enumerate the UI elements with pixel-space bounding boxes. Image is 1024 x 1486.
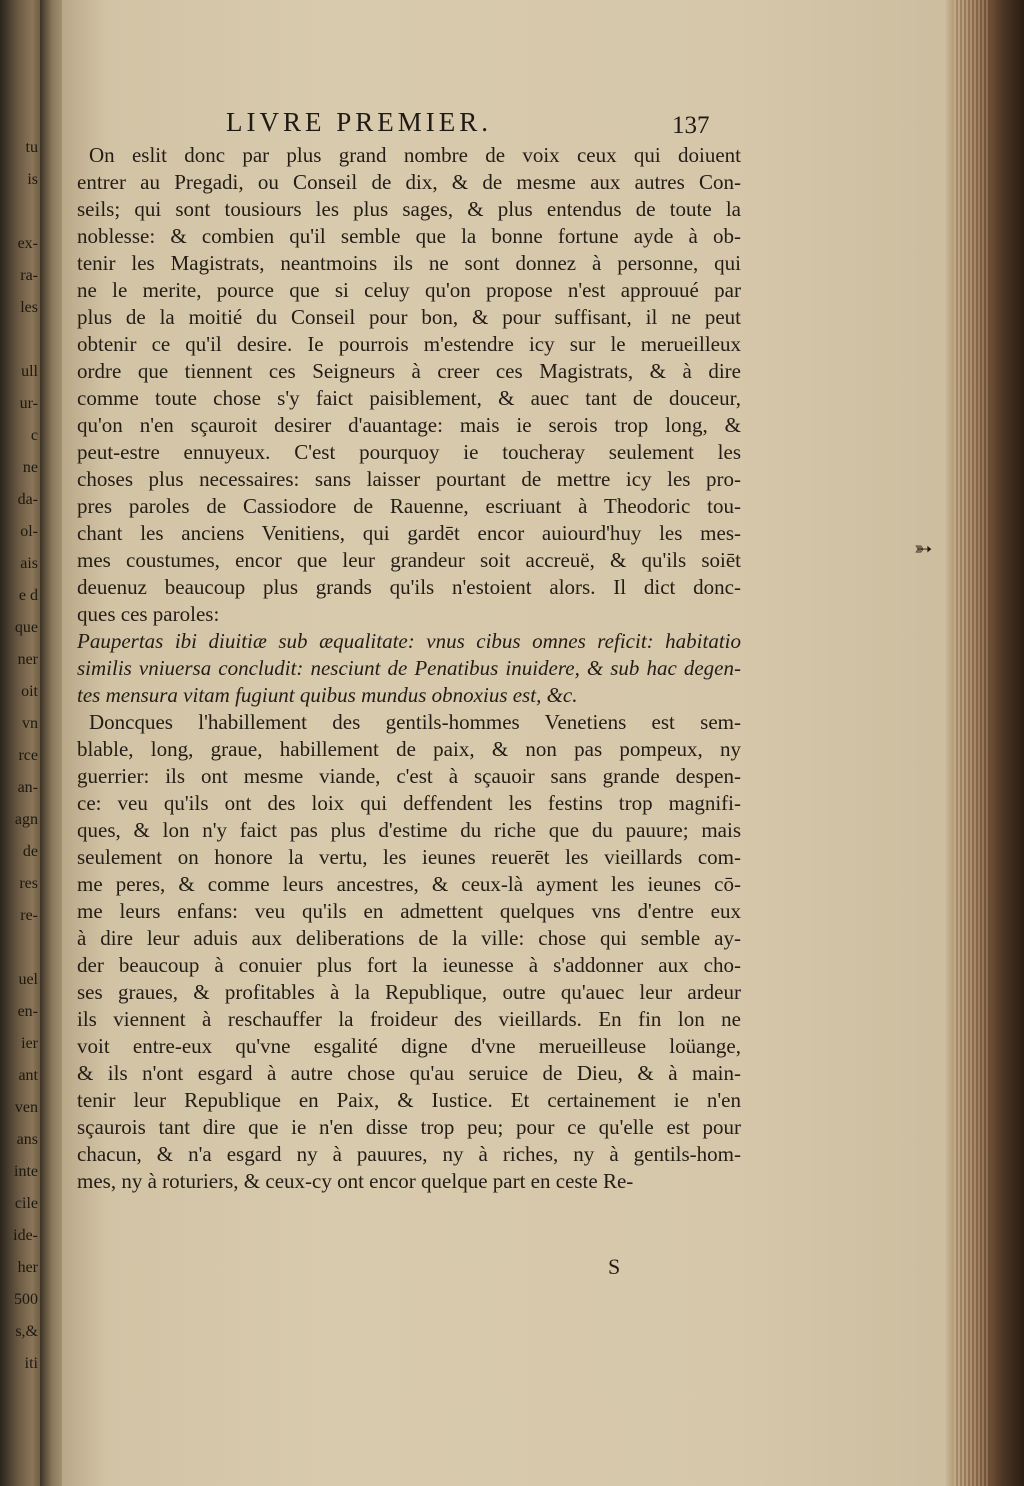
text-line: chant les anciens Venitiens, qui gardēt encor auiourd'huy les mes- xyxy=(77,521,741,545)
left-page-fragment: ven xyxy=(14,1100,38,1116)
signature-mark: S xyxy=(608,1254,621,1279)
marginal-mark-icon: ➳ xyxy=(914,536,933,561)
text-line: ils viennent à reschauffer la froideur des vieillards. En fin lon ne xyxy=(77,1007,741,1031)
left-page-fragment: res xyxy=(19,876,38,892)
left-page-fragment: oit xyxy=(21,684,38,700)
left-page-fragment: is xyxy=(27,172,38,188)
text-line: mes, ny à roturiers, & ceux-cy ont encor quelque part en ceste Re- xyxy=(77,1169,634,1193)
latin-quotation xyxy=(77,628,741,709)
paragraph-2 xyxy=(77,709,741,1195)
text-line: seils; qui sont tousiours les plus sages, & plus entendus de toute la xyxy=(77,197,741,221)
text-line: tenir les Magistrats, neantmoins ils ne sont donnez à personne, qui xyxy=(77,251,741,275)
text-line: choses plus necessaires: sans laisser pourtant de mettre icy les pro- xyxy=(77,467,741,491)
text-line: ce: veu qu'ils ont des loix qui deffendent les festins trop magnifi- xyxy=(77,791,741,815)
text-line: me peres, & comme leurs ancestres, & ceux-là ayment les ieunes cō- xyxy=(77,872,741,896)
left-page-fragment: ier xyxy=(21,1036,38,1052)
left-page-fragment: an- xyxy=(17,780,38,796)
text-line: seulement on honore la vertu, les ieunes reuerēt les vieillards com- xyxy=(77,845,741,869)
left-page-fragment: ant xyxy=(18,1068,38,1084)
left-page-fragment: ull xyxy=(21,364,38,380)
text-line: der beaucoup à conuier plus fort la ieunesse à s'addonner aux cho- xyxy=(77,953,741,977)
text-line: ques, & lon n'y faict pas plus d'estime du riche que du pauure; mais xyxy=(77,818,741,842)
paragraph-1 xyxy=(77,142,741,628)
text-line: peut-estre ennuyeux. C'est pourquoy ie toucheray seulement les xyxy=(77,440,741,464)
text-line: ses graues, & profitables à la Republique, outre qu'auec leur ardeur xyxy=(77,980,741,1004)
left-page-fragment: ol- xyxy=(20,524,38,540)
left-page-fragment: en- xyxy=(17,1004,38,1020)
text-line: obtenir ce qu'il desire. Ie pourrois m'estendre icy sur le merueilleux xyxy=(77,332,741,356)
text-line: plus de la moitié du Conseil pour bon, & pour suffisant, il ne peut xyxy=(77,305,741,329)
text-line: qu'on n'en sçauroit desirer d'auantage: mais ie serois trop long, & xyxy=(77,413,741,437)
text-line: mes coustumes, encor que leur grandeur soit accreuë, & qu'ils soiēt xyxy=(77,548,741,572)
left-page-fragment: rce xyxy=(18,748,38,764)
text-line: noblesse: & combien qu'il semble que la bonne fortune ayde à ob- xyxy=(77,224,741,248)
left-page-fragment: inte xyxy=(14,1164,38,1180)
left-page-fragment: ra- xyxy=(20,268,38,284)
left-page-fragment: agn xyxy=(14,812,38,828)
left-page-fragment: ide- xyxy=(13,1228,38,1244)
left-page-fragment: les xyxy=(20,300,38,316)
left-page-fragment: s,& xyxy=(15,1324,38,1340)
text-line: tes mensura vitam fugiunt quibus mundus obnoxius est, &c. xyxy=(77,683,578,707)
folio-number: 137 xyxy=(672,112,710,139)
text-line: Paupertas ibi diuitiæ sub æqualitate: vnus cibus omnes reficit: habitatio xyxy=(77,629,741,653)
left-page-fragment: vn xyxy=(22,716,38,732)
text-line: chacun, & n'a esgard ny à pauures, ny à riches, ny à gentils-hom- xyxy=(77,1142,741,1166)
left-page-fragment: de xyxy=(22,844,38,860)
left-page-fragment: her xyxy=(17,1260,38,1276)
text-line: entrer au Pregadi, ou Conseil de dix, & de mesme aux autres Con- xyxy=(77,170,741,194)
text-line: similis vniuersa concludit: nesciunt de Penatibus inuidere, & sub hac degen- xyxy=(77,656,741,680)
running-head: LIVRE PREMIER. xyxy=(226,107,493,137)
left-page-fragment: ais xyxy=(20,556,38,572)
text-line: & ils n'ont esgard à autre chose qu'au seruice de Dieu, & à main- xyxy=(77,1061,741,1085)
text-line: comme toute chose s'y faict paisiblement, & auec tant de douceur, xyxy=(77,386,741,410)
text-line: ques ces paroles: xyxy=(77,602,220,626)
left-page-fragment: ur- xyxy=(19,396,38,412)
left-page-fragment: ans xyxy=(16,1132,38,1148)
left-page-fragment: da- xyxy=(17,492,38,508)
left-page-fragment: e d xyxy=(18,588,38,604)
text-line: guerrier: ils ont mesme viande, c'est à sçauoir sans grande despen- xyxy=(77,764,741,788)
left-page-fragment: que xyxy=(14,620,38,636)
left-page-fragment: cile xyxy=(14,1196,38,1212)
left-page-fragment: re- xyxy=(20,908,38,924)
left-page-fragment: ex- xyxy=(17,236,38,252)
text-line: blable, long, graue, habillement de paix, & non pas pompeux, ny xyxy=(77,737,741,761)
page-block-edge xyxy=(946,0,1024,1486)
text-line: ne le merite, pource que si celuy qu'on propose n'est approuué par xyxy=(77,278,741,302)
text-line: sçaurois tant dire que ie n'en disse trop peu; pour ce qu'elle est pour xyxy=(77,1115,741,1139)
text-line: me leurs enfans: veu qu'ils en admettent quelques vns d'entre eux xyxy=(77,899,741,923)
left-page-fragment: c xyxy=(30,428,38,444)
text-line: deuenuz beaucoup plus grands qu'ils n'estoient alors. Il dict donc- xyxy=(77,575,741,599)
text-line: voit entre-eux qu'vne esgalité digne d'vne merueilleuse loüange, xyxy=(77,1034,741,1058)
left-page-fragment: ne xyxy=(22,460,38,476)
text-line: à dire leur aduis aux deliberations de la ville: chose qui semble ay- xyxy=(77,926,741,950)
left-page-text-fragments xyxy=(0,140,40,1440)
left-page-fragment: tu xyxy=(25,140,38,156)
main-text-block xyxy=(77,142,741,1195)
text-line: tenir leur Republique en Paix, & Iustice. Et certainement ie n'en xyxy=(77,1088,741,1112)
text-line: pres paroles de Cassiodore de Rauenne, escriuant à Theodoric tou- xyxy=(77,494,741,518)
text-line: On eslit donc par plus grand nombre de voix ceux qui doiuent xyxy=(89,143,741,167)
left-page-fragment: 500 xyxy=(14,1292,38,1308)
left-page-fragment: ner xyxy=(17,652,38,668)
text-line: Doncques l'habillement des gentils-hommes Venetiens est sem- xyxy=(89,710,741,734)
left-page-fragment: uel xyxy=(18,972,38,988)
left-page-fragment: iti xyxy=(24,1356,38,1372)
text-line: ordre que tiennent ces Seigneurs à creer ces Magistrats, & à dire xyxy=(77,359,741,383)
